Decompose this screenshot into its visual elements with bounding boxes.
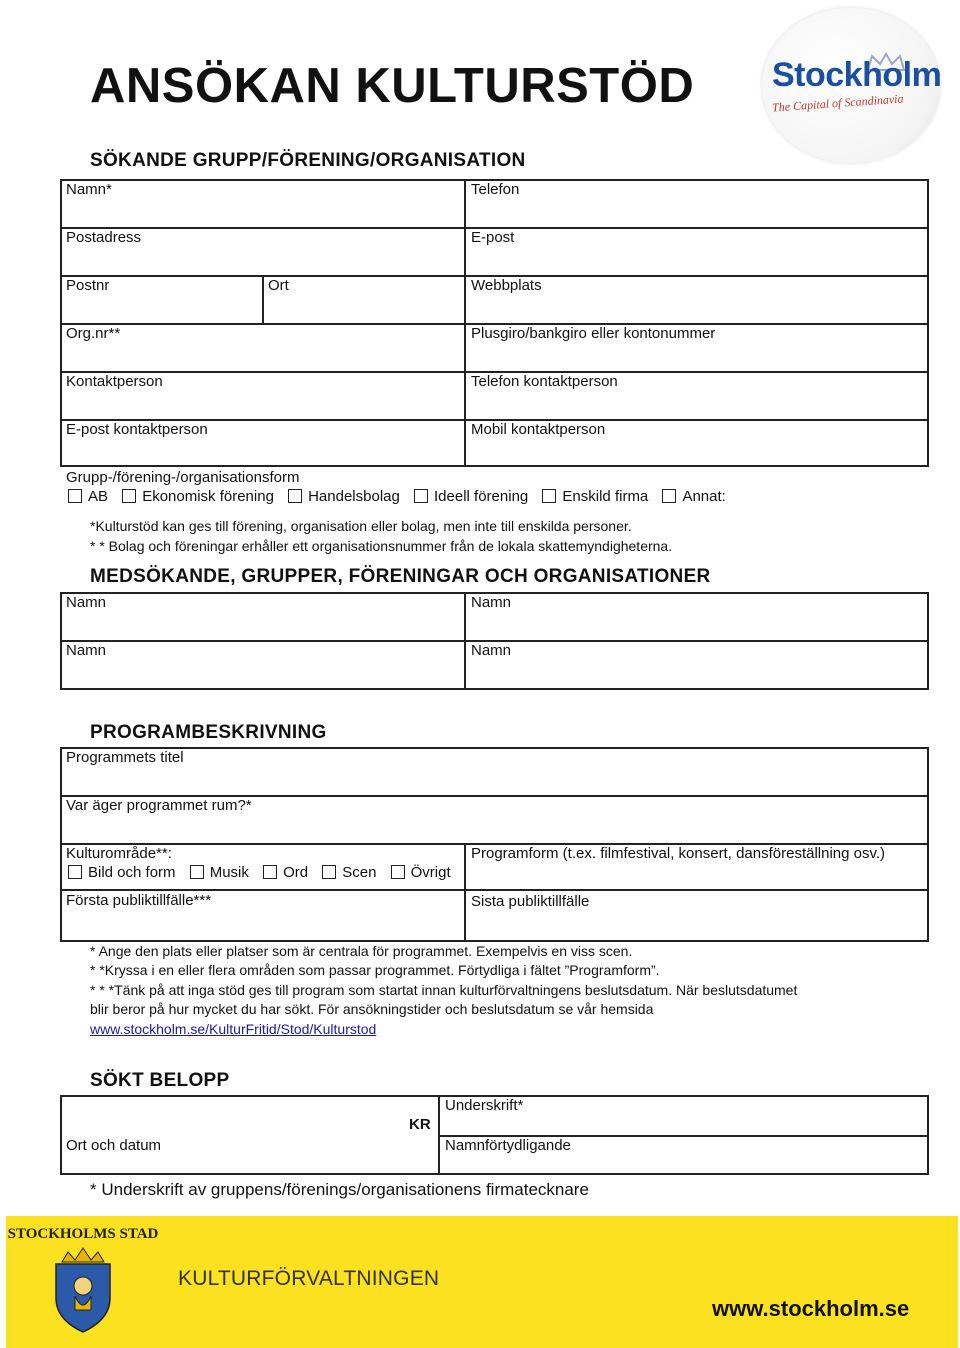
culture-area-label: Kulturområde**: [66,845,172,862]
co-name-field[interactable]: Namn [66,642,107,659]
last-show-field[interactable]: Sista publiktillfälle [471,893,590,910]
footer-url[interactable]: www.stockholm.se [712,1296,910,1321]
orgnr-field[interactable]: Org.nr** [66,325,121,342]
org-form-options [66,488,734,505]
program-heading: PROGRAMBESKRIVNING [90,722,327,743]
stockholms-stad-seal-icon [7,1222,159,1342]
option-enskild: Enskild firma [562,488,649,505]
address-field[interactable]: Postadress [66,229,142,246]
co-name-field[interactable]: Namn [471,594,512,611]
note: * * Bolag och föreningar erhåller ett organisationsnummer från de lokala skattemyndigheterna. [90,538,673,554]
divider [464,889,929,891]
contact-email-field[interactable]: E-post kontaktperson [66,421,208,438]
logo-tagline: The Capital of Scandinavia [771,91,904,115]
checkbox[interactable] [263,865,277,879]
signature-field[interactable]: Underskrift* [445,1097,524,1114]
contact-mobile-field[interactable]: Mobil kontaktperson [471,421,606,438]
checkbox[interactable] [122,489,136,503]
first-show-field[interactable]: Första publiktillfälle*** [66,892,212,909]
logo-wordmark: Stockholm [772,56,942,94]
website-link-line [90,1021,376,1037]
option-musik: Musik [209,864,249,881]
note: *Kulturstöd kan ges till förening, organisation eller bolag, men inte till enskilda personer. [90,518,632,534]
co-name-field[interactable]: Namn [66,594,107,611]
website-field[interactable]: Webbplats [471,277,542,294]
divider [464,843,466,942]
applicant-heading: SÖKANDE GRUPP/FÖRENING/ORGANISATION [90,150,526,171]
option-bild: Bild och form [88,864,176,881]
option-handelsbolag: Handelsbolag [308,488,400,505]
city-field[interactable]: Ort [268,277,289,294]
note: blir beror på hur mycket du har sökt. För ansökningstider och beslutsdatum se vår hemsida [90,1001,654,1017]
checkbox[interactable] [542,489,556,503]
postcode-field[interactable]: Postnr [66,277,110,294]
culture-area-options [66,864,459,881]
checkbox[interactable] [391,865,405,879]
checkbox[interactable] [322,865,336,879]
email-field[interactable]: E-post [471,229,515,246]
checkbox[interactable] [662,489,676,503]
option-ab: AB [88,488,109,505]
note: * Ange den plats eller platser som är centrala för programmet. Exempelvis en viss scen. [90,943,633,959]
option-ekonomisk: Ekonomisk förening [142,488,274,505]
amount-currency: KR [409,1116,431,1133]
checkbox[interactable] [414,489,428,503]
name-clarification-field[interactable]: Namnförtydligande [445,1137,571,1154]
co-applicants-heading: MEDSÖKANDE, GRUPPER, FÖRENINGAR OCH ORGANISATIONER [90,566,711,587]
program-venue-field[interactable]: Var äger programmet rum?* [66,797,252,814]
kulturstod-link[interactable]: www.stockholm.se/KulturFritid/Stod/Kulturstod [90,1021,377,1037]
divider [262,275,264,323]
checkbox[interactable] [190,865,204,879]
co-name-field[interactable]: Namn [471,642,512,659]
phone-field[interactable]: Telefon [471,181,520,198]
option-ideell: Ideell förening [434,488,529,505]
option-ord: Ord [283,864,309,881]
option-annat: Annat: [682,488,726,505]
page-title: ANSÖKAN KULTURSTÖD [90,59,695,113]
checkbox[interactable] [68,489,82,503]
place-date-field[interactable]: Ort och datum [66,1137,162,1154]
amount-heading: SÖKT BELOPP [90,1070,230,1091]
divider [60,889,466,891]
signature-footnote: * Underskrift av gruppens/förenings/organisationens firmatecknare [90,1180,589,1199]
checkbox[interactable] [68,865,82,879]
option-scen: Scen [342,864,377,881]
option-ovrigt: Övrigt [410,864,451,881]
note: * * *Tänk på att inga stöd ges till program som startat innan kulturförvaltningens beslutsdatum. När beslutsdatumet [90,982,798,998]
contact-field[interactable]: Kontaktperson [66,373,163,390]
program-title-field[interactable]: Programmets titel [66,749,184,766]
seal-text: STOCKHOLMS STAD [7,1226,159,1242]
department-name: KULTURFÖRVALTNINGEN [178,1267,440,1290]
org-form-label: Grupp-/förening-/organisationsform [66,469,300,486]
note: * *Kryssa i en eller flera områden som passar programmet. Förtydliga i fältet ”Programform”. [90,962,660,978]
account-field[interactable]: Plusgiro/bankgiro eller kontonummer [471,325,716,342]
program-form-field[interactable]: Programform (t.ex. filmfestival, konsert, dansföreställning osv.) [471,845,886,862]
name-field[interactable]: Namn* [66,181,112,198]
checkbox[interactable] [288,489,302,503]
contact-phone-field[interactable]: Telefon kontaktperson [471,373,618,390]
